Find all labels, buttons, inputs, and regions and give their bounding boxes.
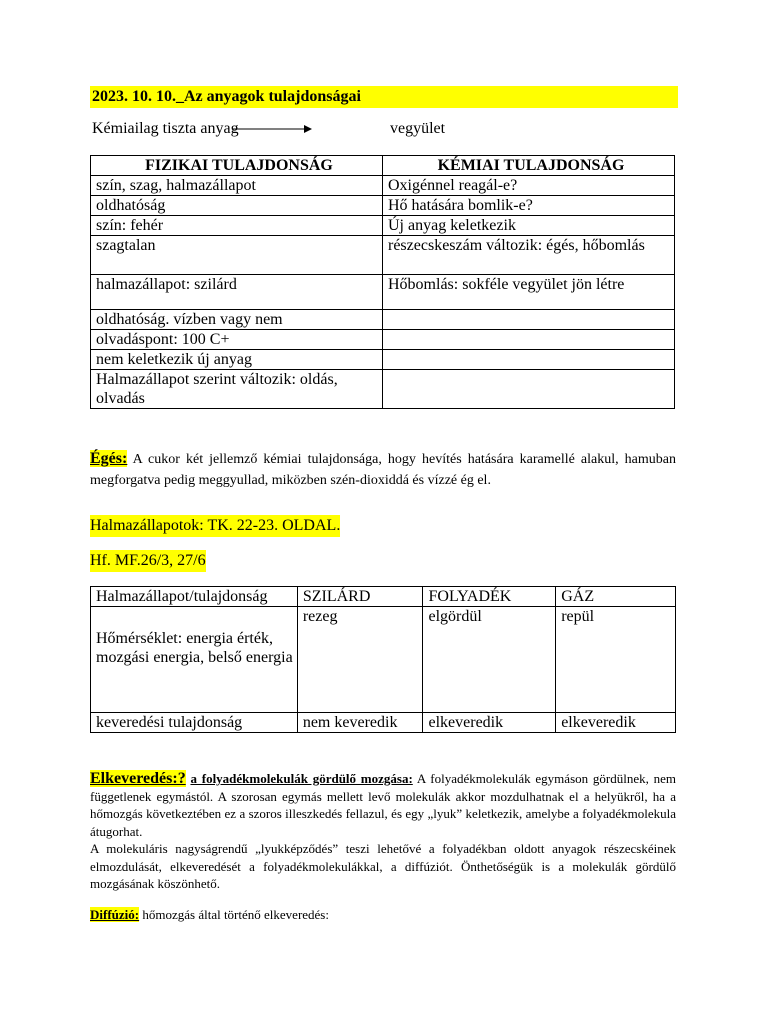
table-cell: szín, szag, halmazállapot	[91, 176, 383, 196]
table-header-cell: FOLYADÉK	[423, 587, 556, 607]
table-header-cell: SZILÁRD	[297, 587, 423, 607]
table-cell: Hőbomlás: sokféle vegyület jön létre	[383, 275, 675, 310]
table-cell: Oxigénnel reagál-e?	[383, 176, 675, 196]
table-cell	[383, 310, 675, 330]
elkeveredes-text2: A molekuláris nagyságrendű „lyukképződés” teszi lehetővé a folyadékban oldott anyagok részecskéinek elmozdulását, elkeveredését a folyadékmolekulákkal, a diffúziót. Önthetőségük is a molekulák gördülő mozgásának köszönhető.	[90, 841, 676, 891]
header-chemical: KÉMIAI TULAJDONSÁG	[383, 156, 675, 176]
diffuzio-text: hőmozgás által történő elkeveredés:	[139, 907, 329, 922]
eges-label: Égés:	[90, 450, 128, 467]
table-cell: Hőmérséklet: energia érték, mozgási energia, belső energia	[91, 607, 298, 713]
table-header-cell: GÁZ	[556, 587, 676, 607]
table-row	[91, 607, 676, 713]
table-row	[91, 370, 675, 409]
table-cell: nem keveredik	[297, 713, 423, 733]
arrow-right-icon	[232, 122, 312, 136]
table-row	[91, 196, 675, 216]
table-cell: szín: fehér	[91, 216, 383, 236]
table-row	[91, 176, 675, 196]
table-cell: részecskeszám változik: égés, hőbomlás	[383, 236, 675, 275]
table-cell	[383, 350, 675, 370]
subtitle-right: vegyület	[390, 120, 446, 137]
halmazallapotok-heading: Halmazállapotok: TK. 22-23. OLDAL.	[90, 515, 340, 537]
table-cell: oldhatóság	[91, 196, 383, 216]
table-cell: elgördül	[423, 607, 556, 713]
table-cell: oldhatóság. vízben vagy nem	[91, 310, 383, 330]
table-cell: Halmazállapot szerint változik: oldás, olvadás	[91, 370, 383, 409]
elkeveredes-text1: A folyadékmolekulák egymáson gördülnek, nem függetlenek egymástól. A szorosan egymás mellett levő molekulák akkor mozdulhatnak el a helyükről, ha a hőmozgás következtében ez a szoros illeszkedés fellazul, és egy „lyuk” keletkezik, amelybe a folyadékmolekula átugorhat.	[90, 771, 677, 839]
table-cell: Új anyag keletkezik	[383, 216, 675, 236]
table-cell: olvadáspont: 100 C+	[91, 330, 383, 350]
page-title: 2023. 10. 10._Az anyagok tulajdonságai	[90, 86, 678, 108]
eges-text: A cukor két jellemző kémiai tulajdonsága, hogy hevítés hatására karamellé alakul, hamuban megforgatva pedig meggyullad, miközben szén-dioxiddá és vízzé ég el.	[90, 452, 676, 488]
states-table	[90, 586, 676, 733]
table-cell: elkeveredik	[556, 713, 676, 733]
elkeveredes-label: Elkeveredés:?	[90, 770, 186, 787]
table-row	[91, 350, 675, 370]
table-cell: repül	[556, 607, 676, 713]
table-cell: szagtalan	[91, 236, 383, 275]
elkeveredes-sublabel: a folyadékmolekulák gördülő mozgása:	[190, 771, 413, 786]
table-row	[91, 310, 675, 330]
elkeveredes-paragraph	[90, 770, 676, 893]
table-cell: rezeg	[297, 607, 423, 713]
table-row	[91, 330, 675, 350]
table-cell: elkeveredik	[423, 713, 556, 733]
elkeveredes-line1	[90, 770, 676, 840]
table-header-cell: Halmazállapot/tulajdonság	[91, 587, 298, 607]
table-row	[91, 216, 675, 236]
eges-paragraph	[90, 448, 676, 491]
subtitle-left: Kémiailag tiszta anyag	[92, 120, 239, 137]
diffuzio-label: Diffúzió:	[90, 907, 140, 922]
table-row	[91, 236, 675, 275]
properties-table	[90, 155, 675, 409]
table-cell	[383, 330, 675, 350]
table-cell: keveredési tulajdonság	[91, 713, 298, 733]
table-header-row	[91, 587, 676, 607]
diffuzio-paragraph	[90, 906, 676, 923]
header-physical: FIZIKAI TULAJDONSÁG	[91, 156, 383, 176]
table-row	[91, 713, 676, 733]
table-cell: Hő hatására bomlik-e?	[383, 196, 675, 216]
table-row	[91, 275, 675, 310]
table-header-row	[91, 156, 675, 176]
subtitle-line	[92, 120, 692, 142]
table-cell: nem keletkezik új anyag	[91, 350, 383, 370]
table-cell	[383, 370, 675, 409]
table-cell: halmazállapot: szilárd	[91, 275, 383, 310]
homework-heading: Hf. MF.26/3, 27/6	[90, 550, 206, 572]
